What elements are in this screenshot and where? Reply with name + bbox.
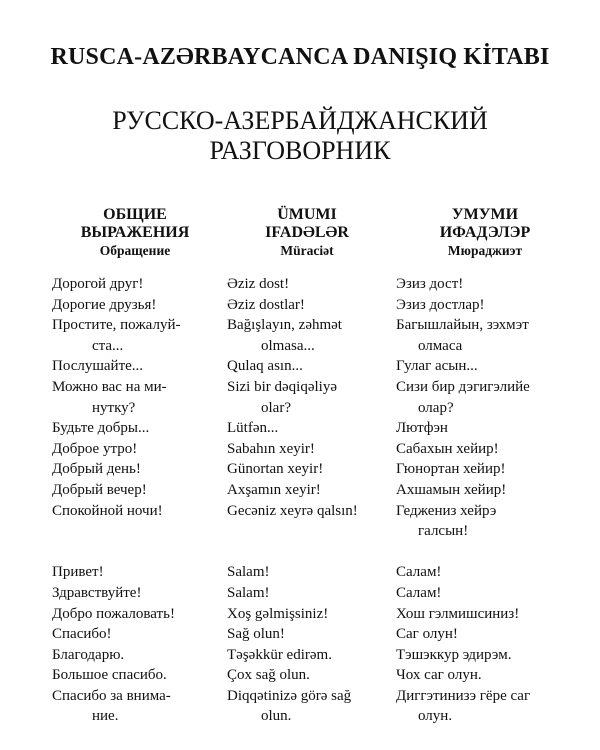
phrase-line: Саг олун! xyxy=(396,626,458,643)
heading-line1: УМУМИ xyxy=(451,206,519,223)
phrase-line: Доброе утро! xyxy=(52,440,138,457)
heading-line2: ВЫРАЖЕНИЯ xyxy=(80,224,190,241)
phrase-line: Привет! xyxy=(52,564,104,581)
phrase-line: Гулаг асын... xyxy=(396,358,478,375)
heading-line2: ИФАДЭЛЭР xyxy=(439,224,531,241)
phrase-line: Здравствуйте! xyxy=(52,584,142,601)
phrase-line: olun. xyxy=(261,708,292,725)
row-spacer xyxy=(52,521,180,542)
phrase-line: Чох саг олун. xyxy=(396,667,482,684)
phrase-line: Salam! xyxy=(227,584,270,601)
heading-line2: IFADƏLƏR xyxy=(265,224,349,241)
title-cyrillic-line2: РАЗГОВОРНИК xyxy=(209,136,391,165)
phrase-line: олун. xyxy=(418,708,453,725)
phrase-line: Можно вас на ми- xyxy=(52,378,167,395)
phrase-line: Салам! xyxy=(396,564,442,581)
phrase-line: olmasa... xyxy=(261,337,315,354)
row-spacer xyxy=(227,542,358,563)
phrase-line: Лютфэн xyxy=(396,420,448,437)
phrase-line: олмаса xyxy=(418,337,463,354)
title-latin: RUSCA-AZƏRBAYCANCA DANIŞIQ KİTABI xyxy=(50,44,550,70)
phrase-line: Спасибо! xyxy=(52,626,112,643)
phrase-line: Будьте добры... xyxy=(52,420,150,437)
phrase-line: Sağ olun! xyxy=(227,626,285,643)
phrase-line: Lütfən... xyxy=(227,420,279,437)
phrase-line: Təşəkkür edirəm. xyxy=(227,646,332,663)
phrase-line: Qulaq asın... xyxy=(227,358,303,375)
subheading: Мюраджиэт xyxy=(447,243,523,258)
row-spacer xyxy=(396,542,530,563)
phrase-line: Diqqətinizə görə sağ xyxy=(227,687,352,704)
phrase-line: Большое спасибо. xyxy=(52,667,167,684)
phrase-line: Тэшэккур эдирэм. xyxy=(396,646,512,663)
phrase-line: Ахшамын хейир! xyxy=(396,481,507,498)
subheading: Müraciət xyxy=(280,243,334,258)
phrase-line: Sabahın xeyir! xyxy=(227,440,315,457)
phrase-line: olar? xyxy=(261,399,291,416)
row-spacer xyxy=(52,542,180,563)
phrase-line: Спасибо за внима- xyxy=(52,687,171,704)
phrase-line: нутку? xyxy=(92,399,136,416)
phrase-line: Спокойной ночи! xyxy=(52,502,163,519)
subheading: Обращение xyxy=(99,243,171,258)
phrase-line: Gecəniz xeyrə qalsın! xyxy=(227,502,358,519)
column-heading-azerbaijani-cyrillic xyxy=(410,206,560,259)
column-heading-russian xyxy=(60,206,210,259)
phrase-line: Axşamın xeyir! xyxy=(227,481,321,498)
phrase-column-azerbaijani-cyrillic xyxy=(396,274,530,727)
heading-line1: ОБЩИЕ xyxy=(103,206,167,223)
phrase-line: Сабахын хейир! xyxy=(396,440,499,457)
phrase-line: Салам! xyxy=(396,584,442,601)
phrase-line: Геджениз хейрэ xyxy=(396,502,497,519)
title-cyrillic-line1: РУССКО-АЗЕРБАЙДЖАНСКИЙ xyxy=(112,106,488,135)
phrase-column-azerbaijani-latin xyxy=(227,274,358,727)
phrase-line: Хош гэлмишсиниз! xyxy=(396,605,520,622)
phrase-line: Простите, пожалуй- xyxy=(52,317,181,334)
phrase-line: Послушайте... xyxy=(52,358,144,375)
phrase-line: Günortan xeyir! xyxy=(227,461,324,478)
phrase-line: ние. xyxy=(92,708,119,725)
phrase-line: Çox sağ olun. xyxy=(227,667,310,684)
phrase-line: Добрый вечер! xyxy=(52,481,147,498)
phrase-line: олар? xyxy=(418,399,454,416)
phrase-line: Добро пожаловать! xyxy=(52,605,175,622)
phrase-line: Благодарю. xyxy=(52,646,125,663)
phrase-line: ста... xyxy=(92,337,124,354)
phrase-column-russian xyxy=(52,274,180,727)
phrase-line: Эзиз дост! xyxy=(396,276,464,292)
row-spacer xyxy=(227,521,358,542)
phrase-line: Sizi bir dəqiqəliyə xyxy=(227,378,337,395)
phrase-line: Əziz dost! xyxy=(227,276,290,292)
phrase-line: галсын! xyxy=(418,523,469,540)
phrase-line: Xoş gəlmişsiniz! xyxy=(227,605,329,622)
phrase-line: Диггэтинизэ гёре саг xyxy=(396,687,531,704)
column-heading-azerbaijani-latin xyxy=(232,206,382,259)
phrase-line: Bağışlayın, zəhmət xyxy=(227,317,342,334)
phrase-line: Добрый день! xyxy=(52,461,141,478)
title-cyrillic xyxy=(0,106,600,166)
phrase-line: Багышлайын, зэхмэт xyxy=(396,317,529,334)
heading-line1: ÜMUMI xyxy=(277,206,337,223)
phrase-line: Əziz dostlar! xyxy=(227,296,305,313)
phrase-line: Дорогой друг! xyxy=(52,276,144,292)
phrase-line: Эзиз достлар! xyxy=(396,296,485,313)
phrase-line: Salam! xyxy=(227,564,270,581)
phrase-line: Дорогие друзья! xyxy=(52,296,157,313)
phrase-line: Сизи бир дэгигэлийе xyxy=(396,378,530,395)
phrase-line: Гюнортан хейир! xyxy=(396,461,506,478)
